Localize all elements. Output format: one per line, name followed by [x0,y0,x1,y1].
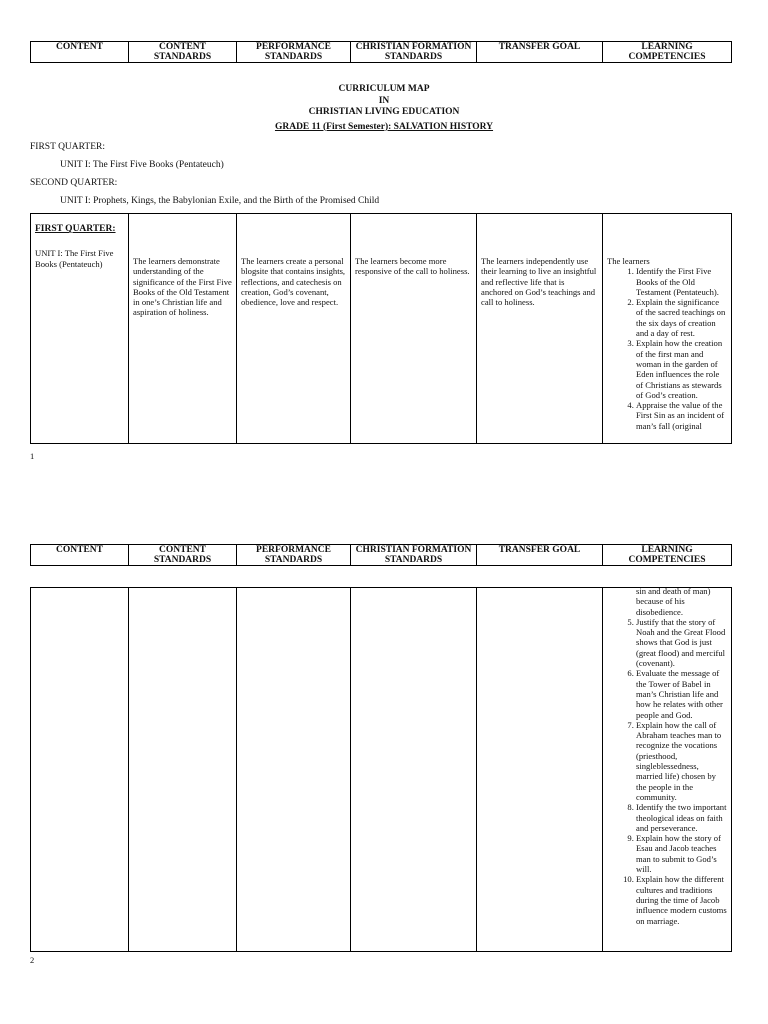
grade-subtitle: GRADE 11 (First Semester): SALVATION HISTORY [274,121,494,132]
content-standards-text: The learners demonstrate understanding of the significance of the First Five Books of the Old Testament in one’s Christian life and aspiration of holiness. [133,256,232,318]
header-christian-formation-standards: CHRISTIAN FORMATION STANDARDS [351,545,477,566]
list-item: 4. Appraise the value of the First Sin as an incident of man’s fall (original [636,400,727,431]
list-item: 9. Explain how the story of Esau and Jacob teaches man to submit to God’s will. [636,833,727,874]
outline-second-quarter-unit: UNIT I: Prophets, Kings, the Babylonian Exile, and the Birth of the Promised Child [60,196,380,206]
continued-text: sin and death of man) because of his disobedience. [636,587,711,617]
title-line-2: IN [378,95,390,106]
cell-performance-standards [237,214,351,444]
list-item: 2. Explain the significance of the sacred teachings on the six days of creation and a day of rest. [636,297,727,338]
cell-transfer-goal [477,588,603,952]
cell-content-standards [129,214,237,444]
list-item: 3. Explain how the creation of the first man and woman in the garden of Eden influences the role of Christians as stewards of God’s creation. [636,338,727,400]
header-learning-competencies: LEARNING COMPETENCIES [603,42,732,63]
cell-learning-competencies [603,588,732,952]
outline-first-quarter: FIRST QUARTER: [30,142,106,152]
cell-content [31,214,129,444]
christian-formation-text: The learners become more responsive of the call to holiness. [355,256,470,277]
page-number-1: 1 [30,451,35,461]
page-number-2: 2 [30,955,35,965]
header-christian-formation-standards: CHRISTIAN FORMATION STANDARDS [351,42,477,63]
competency-list [607,617,727,926]
header-content-standards: CONTENT STANDARDS [129,42,237,63]
title-line-1: CURRICULUM MAP [338,84,430,94]
cell-christian-formation [351,214,477,444]
list-item: 7. Explain how the call of Abraham teaches man to recognize the vocations (priesthood, singleblessedness, married life) chosen by the people in the community. [636,720,727,802]
curriculum-table-page-1 [30,213,732,444]
cell-performance-standards [237,588,351,952]
list-item: 6. Evaluate the message of the Tower of Babel in man’s Christian life and how he relates with other people and God. [636,668,727,719]
column-header-table-page-2 [30,544,732,566]
transfer-goal-text: The learners independently use their learning to live an insightful and reflective life that is anchored on God’s teachings and call to holiness. [481,256,597,308]
performance-standards-text: The learners create a personal blogsite that contains insights, reflections, and catechesis on creation, God’s covenant, obedience, love and respect. [241,256,346,308]
header-performance-standards: PERFORMANCE STANDARDS [237,545,351,566]
header-transfer-goal: TRANSFER GOAL [477,545,603,566]
competency-list [607,266,727,431]
outline-first-quarter-unit: UNIT I: The First Five Books (Pentateuch) [60,160,224,170]
cell-content [31,588,129,952]
column-header-row [31,545,732,566]
table-row [31,588,732,952]
header-performance-standards: PERFORMANCE STANDARDS [237,42,351,63]
header-content: CONTENT [31,545,129,566]
cell-transfer-goal [477,214,603,444]
column-header-row [31,42,732,63]
competencies-intro: The learners [607,256,650,266]
outline-second-quarter: SECOND QUARTER: [30,178,118,188]
cell-content-standards [129,588,237,952]
header-content: CONTENT [31,42,129,63]
quarter-label: FIRST QUARTER: [35,224,116,234]
competencies-wrapper [607,588,727,926]
cell-christian-formation [351,588,477,952]
list-item: 8. Identify the two important theological ideas on faith and perseverance. [636,802,727,833]
list-item: 10. Explain how the different cultures and traditions during the time of Jacob influence modern customs on marriage. [636,874,727,925]
column-header-table [30,41,732,63]
cell-learning-competencies [603,214,732,444]
header-content-standards: CONTENT STANDARDS [129,545,237,566]
unit-title: UNIT I: The First Five Books (Pentateuch) [35,248,114,269]
header-transfer-goal: TRANSFER GOAL [477,42,603,63]
header-learning-competencies: LEARNING COMPETENCIES [603,545,732,566]
document-title [0,84,768,133]
list-item: 1. Identify the First Five Books of the Old Testament (Pentateuch). [636,266,727,297]
curriculum-table-page-2 [30,587,732,952]
competencies-wrapper [607,256,727,431]
table-row [31,214,732,444]
list-item: 5. Justify that the story of Noah and the Great Flood shows that God is just (great flood) and merciful (covenant). [636,617,727,668]
title-line-3: CHRISTIAN LIVING EDUCATION [308,107,460,117]
